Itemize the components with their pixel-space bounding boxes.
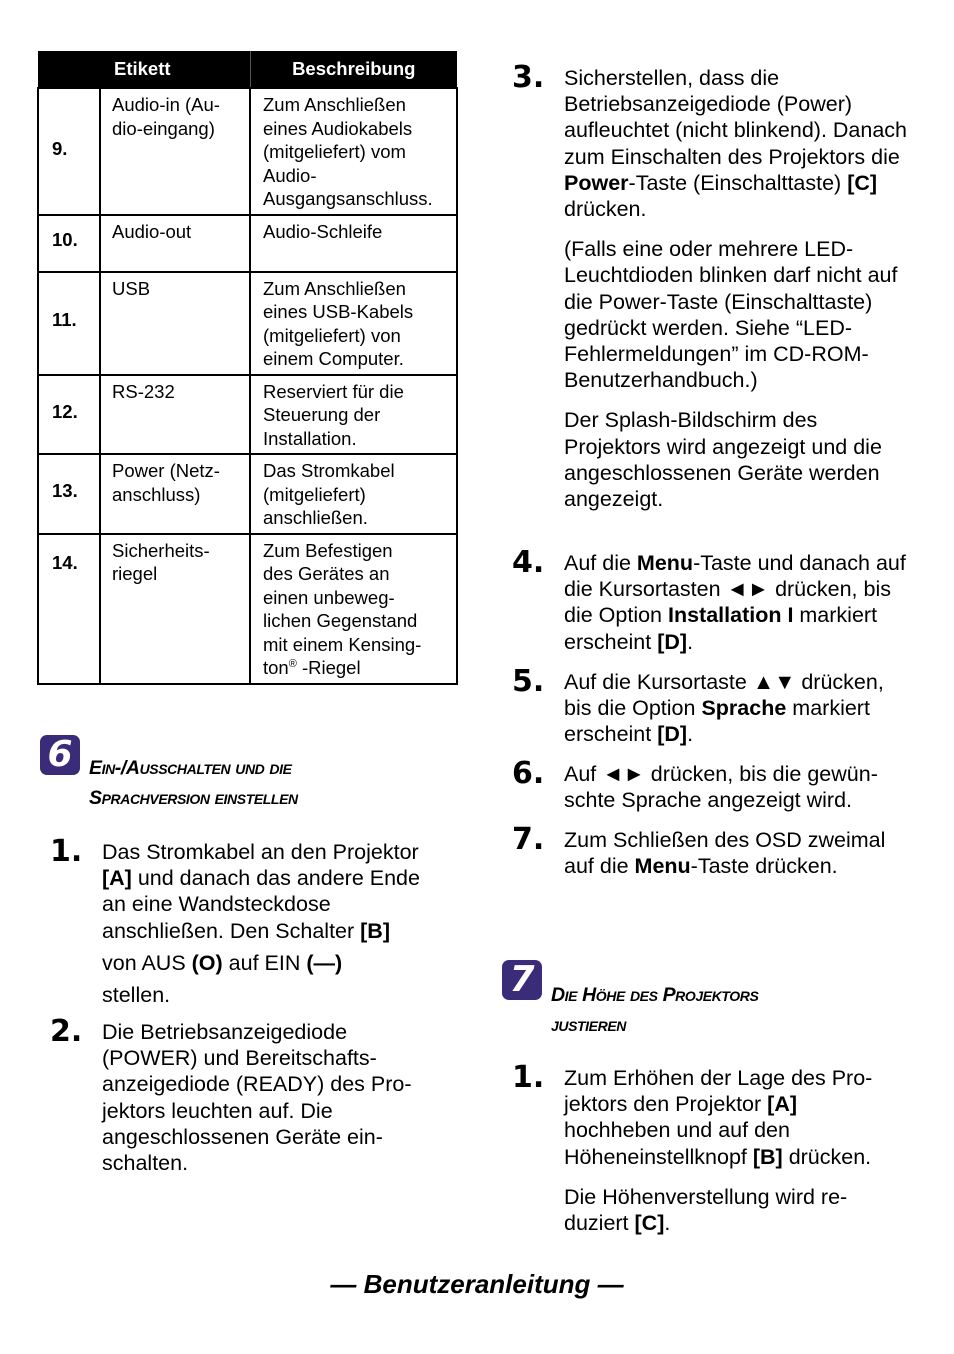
step-number: 3. — [512, 60, 545, 95]
step-number: 4. — [512, 545, 545, 580]
step-number: 5. — [512, 664, 545, 699]
table-row — [38, 215, 457, 272]
section-6-title — [89, 753, 298, 813]
table-row — [38, 272, 457, 375]
column-header-description: Beschreibung — [250, 51, 457, 88]
step-4: 4. Auf die Menu-Taste und danach auf die Kursortasten ◄► drücken, bis die Option Installation I markiert erscheint [D]. — [512, 545, 906, 654]
row-label: Sicherheits- riegel — [100, 534, 250, 684]
table-header-row — [38, 51, 457, 88]
table-row — [38, 454, 457, 534]
row-number: 13. — [38, 454, 100, 534]
row-label: USB — [100, 272, 250, 375]
row-number: 10. — [38, 215, 100, 272]
step-number: 7. — [512, 822, 545, 857]
section-7-title — [551, 980, 758, 1040]
step-5: 5. Auf die Kursortaste ▲▼ drücken, bis die Option Sprache markiert erscheint [D]. — [512, 664, 884, 747]
table-row — [38, 534, 457, 684]
row-description: Reserviert für die Steuerung der Installation. — [250, 375, 457, 455]
section-7-title-line1: Die Höhe des Projektors — [551, 984, 759, 1006]
row-description: Zum Befestigen des Gerätes an einen unbeweg- lichen Gegenstand mit einem Kensing- ton® -Riegel — [250, 534, 457, 684]
step-number: 2. — [50, 1014, 83, 1049]
row-number: 11. — [38, 272, 100, 375]
row-description: Audio-Schleife — [250, 215, 457, 272]
row-description: Zum Anschließen eines USB-Kabels (mitgeliefert) von einem Computer. — [250, 272, 457, 375]
step-6: 6. Auf ◄► drücken, bis die gewün-schte Sprache angezeigt wird. — [512, 756, 878, 813]
section-7-title-line2: justieren — [551, 1014, 626, 1036]
table-row — [38, 375, 457, 455]
column-header-label: Etikett — [38, 51, 250, 88]
row-label: Power (Netz- anschluss) — [100, 454, 250, 534]
row-description: Das Stromkabel (mitgeliefert) anschließen. — [250, 454, 457, 534]
registered-mark: ® — [288, 657, 297, 670]
connector-table — [37, 51, 458, 685]
section-6-step-2: 2. Die Betriebsanzeigediode (POWER) und Bereitschafts-anzeigediode (READY) des Pro-jektors leuchten auf. Die angeschlossenen Geräte ein-schalten. — [50, 1014, 412, 1176]
row-description: Zum Anschließen eines Audiokabels (mitgeliefert) vom Audio- Ausgangsanschluss. — [250, 88, 457, 215]
row-number: 12. — [38, 375, 100, 455]
row-label: Audio-in (Au- dio-eingang) — [100, 88, 250, 215]
row-label: Audio-out — [100, 215, 250, 272]
row-number: 9. — [38, 88, 100, 215]
step-3: 3. Sicherstellen, dass die Betriebsanzeigediode (Power) aufleuchtet (nicht blinkend). Danach zum Einschalten des Projektors die Power-Taste (Einschalttaste) [C] drücken. (Falls eine oder mehrere LED-Leuchtdioden blinken darf nicht auf die Power-Taste (Einschalttaste) gedrückt werden. Siehe “LED-Fehlermeldungen” im CD-ROM-Benutzerhandbuch.) Der Splash-Bildschirm des Projektors wird angezeigt und die angeschlossenen Geräte werden angezeigt. — [512, 60, 908, 512]
step-number: 6. — [512, 756, 545, 791]
table-row — [38, 88, 457, 215]
row-label: RS-232 — [100, 375, 250, 455]
section-7-badge: 7 — [502, 960, 542, 1000]
section-6-badge: 6 — [40, 735, 80, 775]
page-footer-title: — Benutzeranleitung — — [330, 1269, 624, 1299]
step-number: 1. — [512, 1060, 545, 1095]
step-number: 1. — [50, 834, 83, 869]
section-6-title-line2: Sprachversion einstellen — [89, 787, 298, 809]
section-6-step-1: 1. Das Stromkabel an den Projektor [A] und danach das andere Ende an eine Wandsteckdose anschließen. Den Schalter [B] von AUS (O) auf EIN (—) stellen. — [50, 834, 420, 1008]
step-7: 7. Zum Schließen des OSD zweimal auf die Menu-Taste drücken. — [512, 822, 886, 879]
section-7-step-1: 1. Zum Erhöhen der Lage des Pro-jektors den Projektor [A] hochheben und auf den Höheneinstellknopf [B] drücken. Die Höhenverstellung wird re-duziert [C]. — [512, 1060, 873, 1236]
section-6-title-line1: Ein-/Ausschalten und die — [89, 757, 292, 779]
row-number: 14. — [38, 534, 100, 684]
